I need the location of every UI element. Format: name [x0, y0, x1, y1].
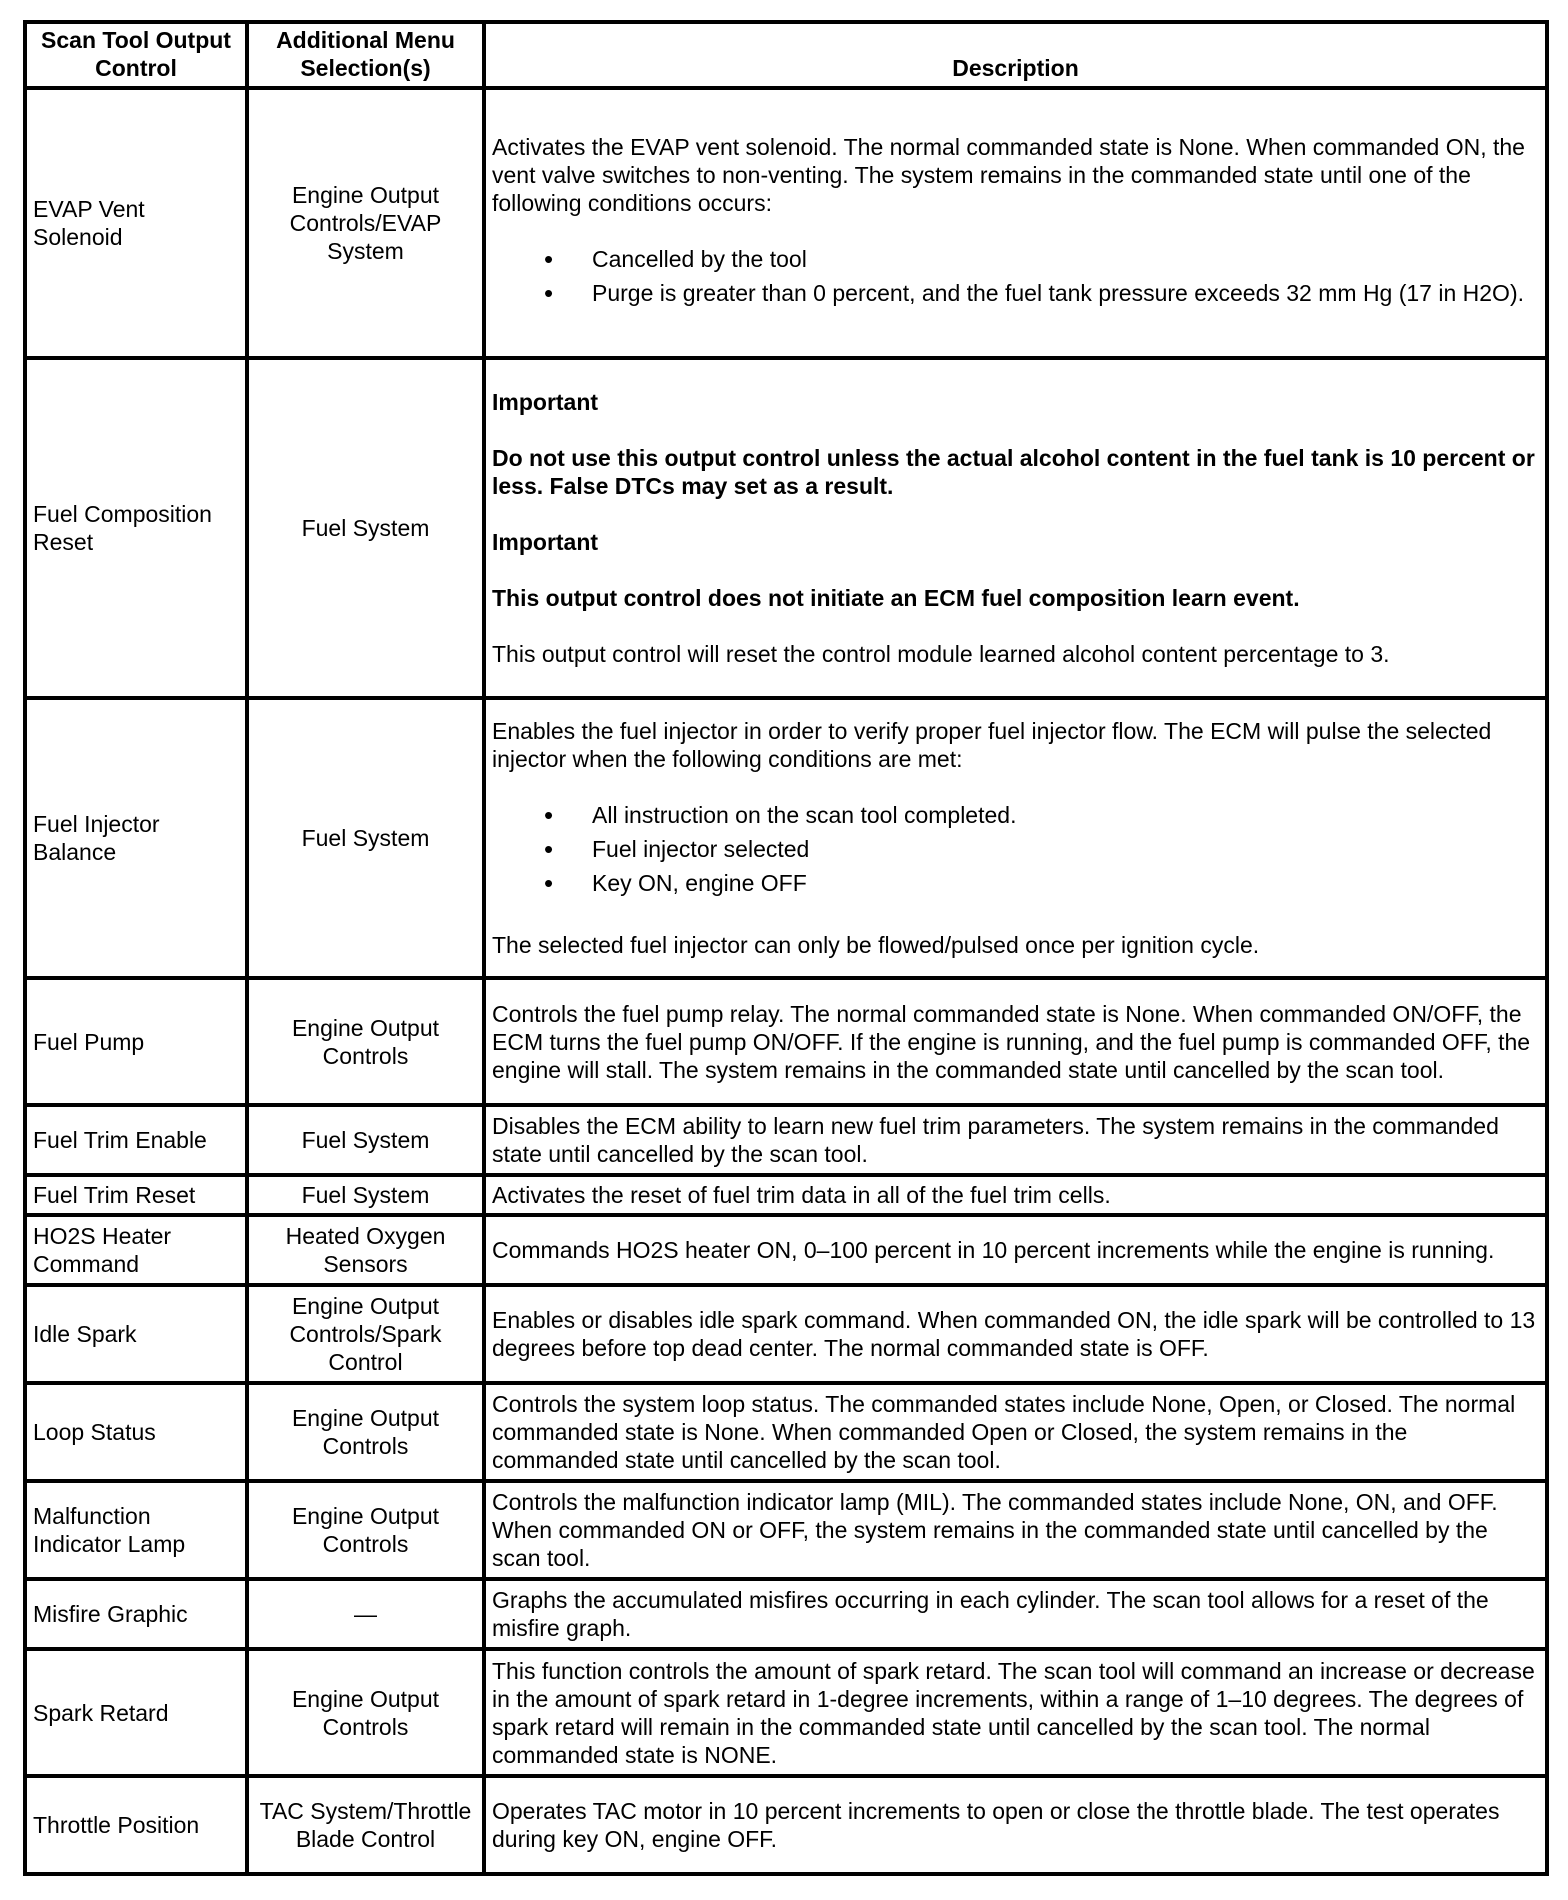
- list-item: • All instruction on the scan tool completed.: [492, 801, 1539, 829]
- control-cell: Fuel Composition Reset: [25, 358, 247, 698]
- control-cell: Fuel Injector Balance: [25, 698, 247, 978]
- menu-cell: Engine Output Controls: [247, 978, 484, 1105]
- table-row: [25, 88, 1547, 358]
- menu-cell: Engine Output Controls: [247, 1649, 484, 1776]
- menu-cell: Engine Output Controls/Spark Control: [247, 1285, 484, 1383]
- description-cell: [484, 698, 1547, 978]
- description-cell: Enables or disables idle spark command. When commanded ON, the idle spark will be controlled to 13 degrees before top dead center. The normal commanded state is OFF.: [484, 1285, 1547, 1383]
- list-item: • Cancelled by the tool: [492, 245, 1539, 273]
- menu-cell: Engine Output Controls: [247, 1481, 484, 1579]
- table-row: [25, 1383, 1547, 1481]
- condition-list: [492, 245, 1539, 307]
- important-label: Important: [492, 389, 599, 415]
- condition-list: [492, 801, 1539, 897]
- description-cell: Controls the malfunction indicator lamp (MIL). The commanded states include None, ON, and OFF. When commanded ON or OFF, the system remains in the commanded state until cancelled by the scan tool.: [484, 1481, 1547, 1579]
- description-cell: Controls the system loop status. The commanded states include None, Open, or Closed. The normal commanded state is None. When commanded Open or Closed, the system remains in the commanded state until cancelled by the scan tool.: [484, 1383, 1547, 1481]
- control-cell: Misfire Graphic: [25, 1579, 247, 1649]
- table-row: [25, 1776, 1547, 1874]
- description-cell: Graphs the accumulated misfires occurring in each cylinder. The scan tool allows for a reset of the misfire graph.: [484, 1579, 1547, 1649]
- description-text: The selected fuel injector can only be flowed/pulsed once per ignition cycle.: [492, 932, 1260, 958]
- control-cell: Throttle Position: [25, 1776, 247, 1874]
- menu-cell: Fuel System: [247, 358, 484, 698]
- header-additional-menu-selections: Additional Menu Selection(s): [247, 22, 484, 88]
- control-cell: Malfunction Indicator Lamp: [25, 1481, 247, 1579]
- table-row: [25, 698, 1547, 978]
- control-cell: Idle Spark: [25, 1285, 247, 1383]
- description-cell: Operates TAC motor in 10 percent increments to open or close the throttle blade. The test operates during key ON, engine OFF.: [484, 1776, 1547, 1874]
- menu-cell: TAC System/Throttle Blade Control: [247, 1776, 484, 1874]
- description-cell: Activates the reset of fuel trim data in all of the fuel trim cells.: [484, 1175, 1547, 1215]
- control-cell: Fuel Pump: [25, 978, 247, 1105]
- control-cell: Loop Status: [25, 1383, 247, 1481]
- table-row: [25, 978, 1547, 1105]
- description-cell: Disables the ECM ability to learn new fuel trim parameters. The system remains in the commanded state until cancelled by the scan tool.: [484, 1105, 1547, 1175]
- output-control-table: [23, 20, 1549, 1876]
- table-row: [25, 1649, 1547, 1776]
- description-cell: Commands HO2S heater ON, 0–100 percent in 10 percent increments while the engine is running.: [484, 1215, 1547, 1285]
- list-item: • Purge is greater than 0 percent, and the fuel tank pressure exceeds 32 mm Hg (17 in H2O).: [492, 279, 1539, 307]
- table-row: [25, 358, 1547, 698]
- table-row: [25, 1105, 1547, 1175]
- description-cell: [484, 88, 1547, 358]
- description-text: Activates the EVAP vent solenoid. The normal commanded state is None. When commanded ON, the vent valve switches to non-venting. The system remains in the commanded state until one of the following conditions occurs:: [492, 134, 1525, 216]
- control-cell: Spark Retard: [25, 1649, 247, 1776]
- description-text: Enables the fuel injector in order to verify proper fuel injector flow. The ECM will pulse the selected injector when the following conditions are met:: [492, 718, 1492, 772]
- list-item: • Key ON, engine OFF: [492, 869, 1539, 897]
- important-warning: This output control does not initiate an ECM fuel composition learn event.: [492, 585, 1300, 611]
- menu-cell: Fuel System: [247, 1175, 484, 1215]
- control-cell: EVAP Vent Solenoid: [25, 88, 247, 358]
- menu-cell: Engine Output Controls: [247, 1383, 484, 1481]
- header-row: [25, 22, 1547, 88]
- important-warning: Do not use this output control unless the actual alcohol content in the fuel tank is 10 percent or less. False DTCs may set as a result.: [492, 445, 1535, 499]
- table-row: [25, 1579, 1547, 1649]
- menu-cell: Fuel System: [247, 698, 484, 978]
- header-scan-tool-output-control: Scan Tool Output Control: [25, 22, 247, 88]
- menu-cell: Heated Oxygen Sensors: [247, 1215, 484, 1285]
- control-cell: Fuel Trim Reset: [25, 1175, 247, 1215]
- control-cell: Fuel Trim Enable: [25, 1105, 247, 1175]
- table-row: [25, 1481, 1547, 1579]
- menu-cell: Fuel System: [247, 1105, 484, 1175]
- description-cell: This function controls the amount of spark retard. The scan tool will command an increase or decrease in the amount of spark retard in 1-degree increments, within a range of 1–10 degrees. The degrees of spark retard will remain in the commanded state until cancelled by the scan tool. The normal commanded state is NONE.: [484, 1649, 1547, 1776]
- menu-cell: Engine Output Controls/EVAP System: [247, 88, 484, 358]
- description-cell: [484, 358, 1547, 698]
- description-cell: Controls the fuel pump relay. The normal commanded state is None. When commanded ON/OFF, the ECM turns the fuel pump ON/OFF. If the engine is running, and the fuel pump is commanded OFF, the engine will stall. The system remains in the commanded state until cancelled by the scan tool.: [484, 978, 1547, 1105]
- header-description: Description: [484, 22, 1547, 88]
- important-label: Important: [492, 529, 599, 555]
- table-row: [25, 1285, 1547, 1383]
- table-row: [25, 1175, 1547, 1215]
- table-row: [25, 1215, 1547, 1285]
- control-cell: HO2S Heater Command: [25, 1215, 247, 1285]
- menu-cell: —: [247, 1579, 484, 1649]
- list-item: • Fuel injector selected: [492, 835, 1539, 863]
- description-text: This output control will reset the control module learned alcohol content percentage to 3.: [492, 641, 1390, 667]
